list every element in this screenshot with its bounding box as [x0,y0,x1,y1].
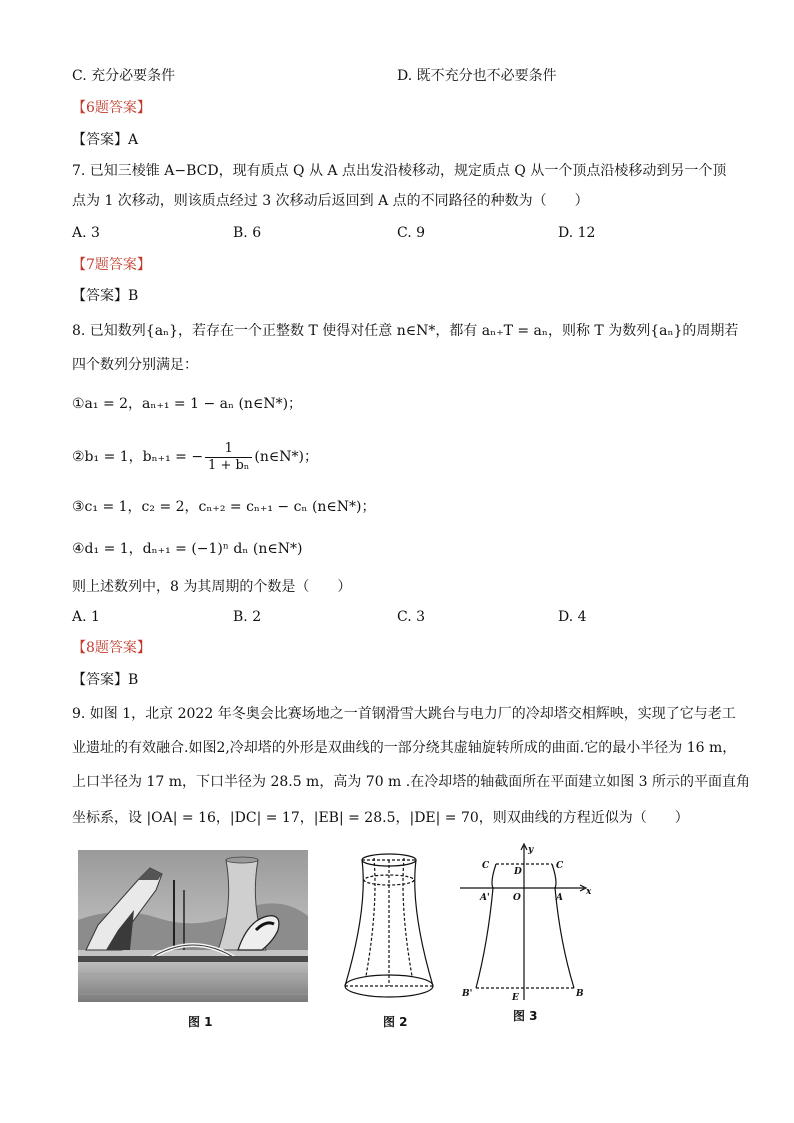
figure-2-caption: 图 2 [383,1015,408,1029]
q9-text-line2: 业遗址的有效融合.如图2,冷却塔的外形是双曲线的一部分绕其虚轴旋转所成的曲面.它的最小半径为 16 m， [72,740,737,756]
q8-answer: 【答案】B [72,672,139,688]
label-e: E [512,993,519,1003]
q8-option-b: B. 2 [233,609,262,625]
q6-answer: 【答案】A [72,132,139,148]
q7-option-d: D. 12 [558,225,596,241]
label-o: O [513,893,521,903]
q8-item-2-prefix: ②b₁ = 1，bₙ₊₁ = − [72,449,204,465]
label-x: x [586,887,592,897]
q8-item-3: ③c₁ = 1，c₂ = 2，cₙ₊₂ = cₙ₊₁ − cₙ (n∈N*)； [72,499,376,515]
q8-item-2-numerator: 1 [205,441,252,458]
q8-item-1: ①a₁ = 2，aₙ₊₁ = 1 − aₙ (n∈N*)； [72,396,303,412]
q9-text-line3: 上口半径为 17 m，下口半径为 28.5 m，高为 70 m .在冷却塔的轴截面所在平面建立如图 3 所示的平面直角 [72,774,751,790]
hyperbola-right-branch [552,864,574,988]
q9-text-line4: 坐标系，设 |OA| = 16，|DC| = 17，|EB| = 28.5，|DE| = 70，则双曲线的方程近似为（ ） [72,810,689,826]
label-c-left: C [482,861,490,871]
q8-option-c: C. 3 [397,609,426,625]
q7-option-a: A. 3 [72,225,100,241]
figure-3-coordinate-diagram [456,842,596,1010]
q8-item-2-suffix: (n∈N*)； [254,449,318,465]
q6-answer-section: 【6题答案】 [72,100,151,116]
label-c-right: C [556,861,564,871]
q8-item-2 [72,437,318,477]
label-a-prime: A' [480,893,490,903]
q8-text-line2: 四个数列分别满足： [72,357,198,373]
label-b-prime: B' [462,989,473,999]
q7-option-b: B. 6 [233,225,262,241]
q8-question: 则上述数列中，8 为其周期的个数是（ ） [72,579,352,595]
hyperbola-left-branch [476,864,496,988]
q6-option-c: C. 充分必要条件 [72,68,176,84]
label-d: D [514,867,522,877]
q8-item-2-fraction [205,441,252,474]
q9-text-line1: 9. 如图 1，北京 2022 年冬奥会比赛场地之一首钢滑雪大跳台与电力厂的冷却塔交相辉映，实现了它与老工 [72,706,736,722]
label-b: B [576,989,584,999]
q6-option-d: D. 既不充分也不必要条件 [397,68,557,84]
q7-option-c: C. 9 [397,225,426,241]
figure-1-photo [78,850,308,1002]
q8-text-line1: 8. 已知数列{aₙ}，若存在一个正整数 T 使得对任意 n∈N*，都有 aₙ₊T = aₙ，则称 T 为数列{aₙ}的周期若 [72,323,739,339]
q8-answer-section: 【8题答案】 [72,640,151,656]
q8-option-a: A. 1 [72,609,100,625]
label-a: A [556,893,563,903]
figure-3-caption: 图 3 [513,1009,538,1023]
figure-1-caption: 图 1 [188,1015,213,1029]
q8-option-d: D. 4 [558,609,587,625]
q7-answer: 【答案】B [72,288,139,304]
q7-answer-section: 【7题答案】 [72,257,151,273]
q7-text-line2: 点为 1 次移动，则该质点经过 3 次移动后返回到 A 点的不同路径的种数为（ ） [72,193,589,209]
figure-2-tower-drawing [338,848,438,1010]
label-y: y [528,845,534,855]
q7-text-line1: 7. 已知三棱锥 A−BCD，现有质点 Q 从 A 点出发沿棱移动，规定质点 Q 从一个顶点沿棱移动到另一个顶 [72,163,727,179]
q8-item-2-denominator: 1 + bₙ [208,457,250,473]
q8-item-4: ④d₁ = 1，dₙ₊₁ = (−1)ⁿ dₙ (n∈N*) [72,541,303,557]
